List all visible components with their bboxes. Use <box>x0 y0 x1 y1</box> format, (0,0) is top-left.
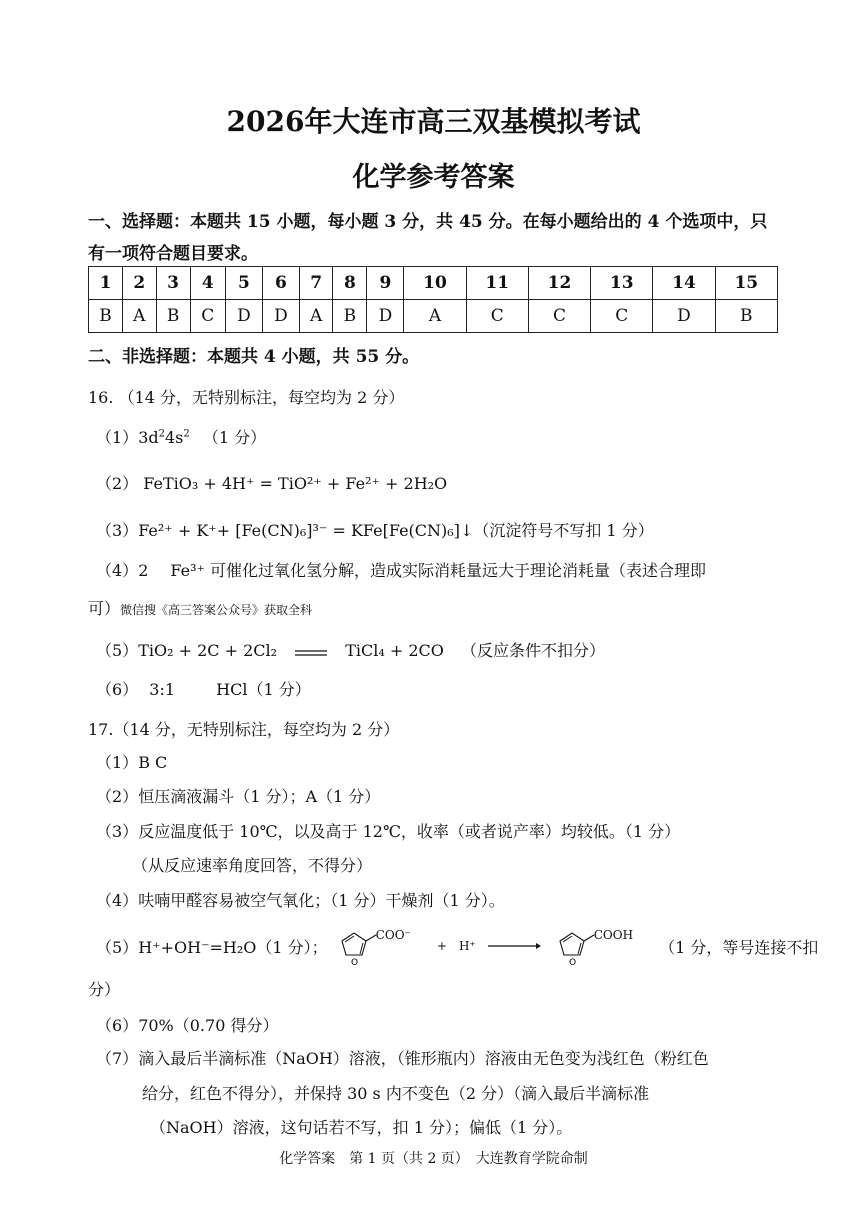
question-number-cell: 13 <box>591 267 653 300</box>
reaction-scheme <box>332 923 633 969</box>
watermark-text: 微信搜《高三答案公众号》获取全科 <box>120 603 313 617</box>
q16-answer-6 <box>96 677 311 700</box>
q17-answer-7-line3: （NaOH）溶液，这句话若不写，扣 1 分）；偏低（1 分）。 <box>150 1118 573 1137</box>
q16-a5-left: TiO₂ + 2C + 2Cl₂ <box>138 641 278 660</box>
q16-a3-label: （3） <box>96 521 139 540</box>
answer-cell: C <box>528 300 590 333</box>
answer-cell: C <box>190 300 225 333</box>
section2-heading: 二、非选择题：本题共 4 小题，共 55 分。 <box>88 347 420 367</box>
q16-a4-label: （4） <box>96 561 139 580</box>
question-number-cell: 14 <box>653 267 715 300</box>
hydrogen-ion-label: H⁺ <box>458 939 476 953</box>
q16-a2-label: （2） <box>96 474 139 493</box>
section1-instructions <box>88 206 788 270</box>
q17-a6-label: （6） <box>96 1016 139 1035</box>
question-number-cell: 12 <box>528 267 590 300</box>
q17-a5-text: H⁺+OH⁻=H₂O（1 分）； <box>138 937 328 957</box>
q17-answer-2 <box>96 784 380 807</box>
q16-a5-note: （反应条件不扣分） <box>461 641 606 660</box>
q16-a1-config-3d: 3d <box>138 428 159 447</box>
answer-cell: B <box>715 300 777 333</box>
q16-answer-3 <box>96 518 654 541</box>
answer-cell: D <box>367 300 404 333</box>
ring-oxygen-label-1: O <box>350 958 358 968</box>
q16-a4-text: Fe³⁺ 可催化过氧化氢分解，造成实际消耗量远大于理论消耗量（表述合理即 <box>170 561 707 580</box>
q16-header: 16. （14 分，无特别标注，每空均为 2 分） <box>88 388 405 407</box>
q17-header: 17.（14 分，无特别标注，每空均为 2 分） <box>88 720 400 739</box>
q17-a6-text: 70%（0.70 得分） <box>138 1016 279 1035</box>
question-number-cell: 11 <box>466 267 528 300</box>
question-number-cell: 15 <box>715 267 777 300</box>
question-number-cell: 5 <box>225 267 262 300</box>
q16-answer-2 <box>96 471 447 494</box>
q16-answer-1 <box>96 425 266 448</box>
question-number-cell: 8 <box>333 267 367 300</box>
answer-cell: A <box>299 300 333 333</box>
q17-a5-note: （1 分，等号连接不扣 <box>659 937 819 957</box>
q17-answer-5 <box>96 920 818 972</box>
answer-cell: B <box>156 300 190 333</box>
question-number-cell: 4 <box>190 267 225 300</box>
product-group-label: COOH <box>593 928 634 942</box>
q16-answer-4 <box>96 558 706 581</box>
q16-answer-4-continued <box>88 596 312 619</box>
q16-a2-equation: FeTiO₃ + 4H⁺ = TiO²⁺ + Fe²⁺ + 2H₂O <box>143 474 448 493</box>
answer-cell: B <box>333 300 367 333</box>
q17-a1-text: B C <box>138 753 168 772</box>
q17-answer-1 <box>96 750 167 773</box>
q17-answer-3-continued: （从反应速率角度回答，不得分） <box>132 856 373 875</box>
q17-a5-label: （5） <box>96 937 139 957</box>
answer-cell: C <box>591 300 653 333</box>
q17-answer-7 <box>96 1046 709 1069</box>
section1-line1: 一、选择题：本题共 15 小题，每小题 3 分，共 45 分。在每小题给出的 4 个选项中，只 <box>88 212 768 232</box>
q17-a7-label: （7） <box>96 1049 139 1068</box>
answer-table-numbers-row <box>89 267 778 300</box>
plus-sign: + <box>436 939 447 953</box>
question-number-cell: 1 <box>89 267 123 300</box>
question-number-cell: 2 <box>123 267 157 300</box>
q16-a3-note: （沉淀符号不写扣 1 分） <box>473 521 654 540</box>
page-footer: 化学答案 第 1 页（共 2 页） 大连教育学院命制 <box>279 1151 588 1167</box>
question-number-cell: 6 <box>262 267 299 300</box>
question-number-cell: 3 <box>156 267 190 300</box>
q16-a6-label: （6） <box>96 680 139 699</box>
answer-cell: D <box>262 300 299 333</box>
answer-cell: C <box>466 300 528 333</box>
q17-answer-4 <box>96 888 505 911</box>
reaction-arrow-icon <box>486 941 542 951</box>
q16-a1-sup2: 2 <box>183 428 190 440</box>
answer-cell: A <box>404 300 466 333</box>
answer-cell: A <box>123 300 157 333</box>
answer-cell: D <box>225 300 262 333</box>
q17-a2-text: 恒压滴液漏斗（1 分）；A（1 分） <box>138 787 381 806</box>
q16-a1-label: （1） <box>96 428 139 447</box>
q17-a7-line1: 滴入最后半滴标准（NaOH）溶液，（锥形瓶内）溶液由无色变为浅红色（粉红色 <box>138 1049 709 1068</box>
answer-table-answers-row <box>89 300 778 333</box>
q16-a5-right: TiCl₄ + 2CO <box>345 641 444 660</box>
q17-answer-3 <box>96 819 680 842</box>
q17-a1-label: （1） <box>96 753 139 772</box>
q16-a3-equation: Fe²⁺ + K⁺+ [Fe(CN)₆]³⁻ = KFe[Fe(CN)₆]↓ <box>138 521 474 540</box>
page-subtitle: 化学参考答案 <box>352 162 515 193</box>
reaction-arrow-icon <box>294 642 328 661</box>
q16-a1-sup1: 2 <box>158 428 165 440</box>
ring-oxygen-label-2: O <box>568 958 576 968</box>
q17-answer-7-line2: 给分，红色不得分），并保持 30 s 内不变色（2 分）（滴入最后半滴标准 <box>142 1084 650 1103</box>
question-number-cell: 9 <box>367 267 404 300</box>
q17-answer-5-continued: 分） <box>88 980 121 999</box>
q16-a5-label: （5） <box>96 641 139 660</box>
reactant-group-label: COO⁻ <box>375 928 411 942</box>
question-number-cell: 10 <box>404 267 466 300</box>
q17-a4-label: （4） <box>96 891 139 910</box>
q16-a1-config-4s: 4s <box>164 428 184 447</box>
q17-a4-text: 呋喃甲醛容易被空气氧化；（1 分）干燥剂（1 分）。 <box>138 891 505 910</box>
q16-answer-5 <box>96 638 605 661</box>
q16-a6-ratio: 3:1 <box>149 680 176 699</box>
question-number-cell: 7 <box>299 267 333 300</box>
q17-a3-label: （3） <box>96 822 139 841</box>
q16-a1-note: （1 分） <box>202 428 267 447</box>
q16-a4-cont: 可） <box>88 599 121 618</box>
answer-table <box>88 266 778 333</box>
q17-a2-label: （2） <box>96 787 139 806</box>
answer-cell: B <box>89 300 123 333</box>
q16-a4-value: 2 <box>138 561 149 580</box>
q17-answer-6 <box>96 1013 278 1036</box>
q16-a6-text: HCl（1 分） <box>216 680 311 699</box>
answer-cell: D <box>653 300 715 333</box>
q17-a3-text: 反应温度低于 10℃，以及高于 12℃，收率（或者说产率）均较低。（1 分） <box>138 822 681 841</box>
page-title: 2026年大连市高三双基模拟考试 <box>226 105 641 138</box>
section1-line2: 有一项符合题目要求。 <box>88 244 258 264</box>
